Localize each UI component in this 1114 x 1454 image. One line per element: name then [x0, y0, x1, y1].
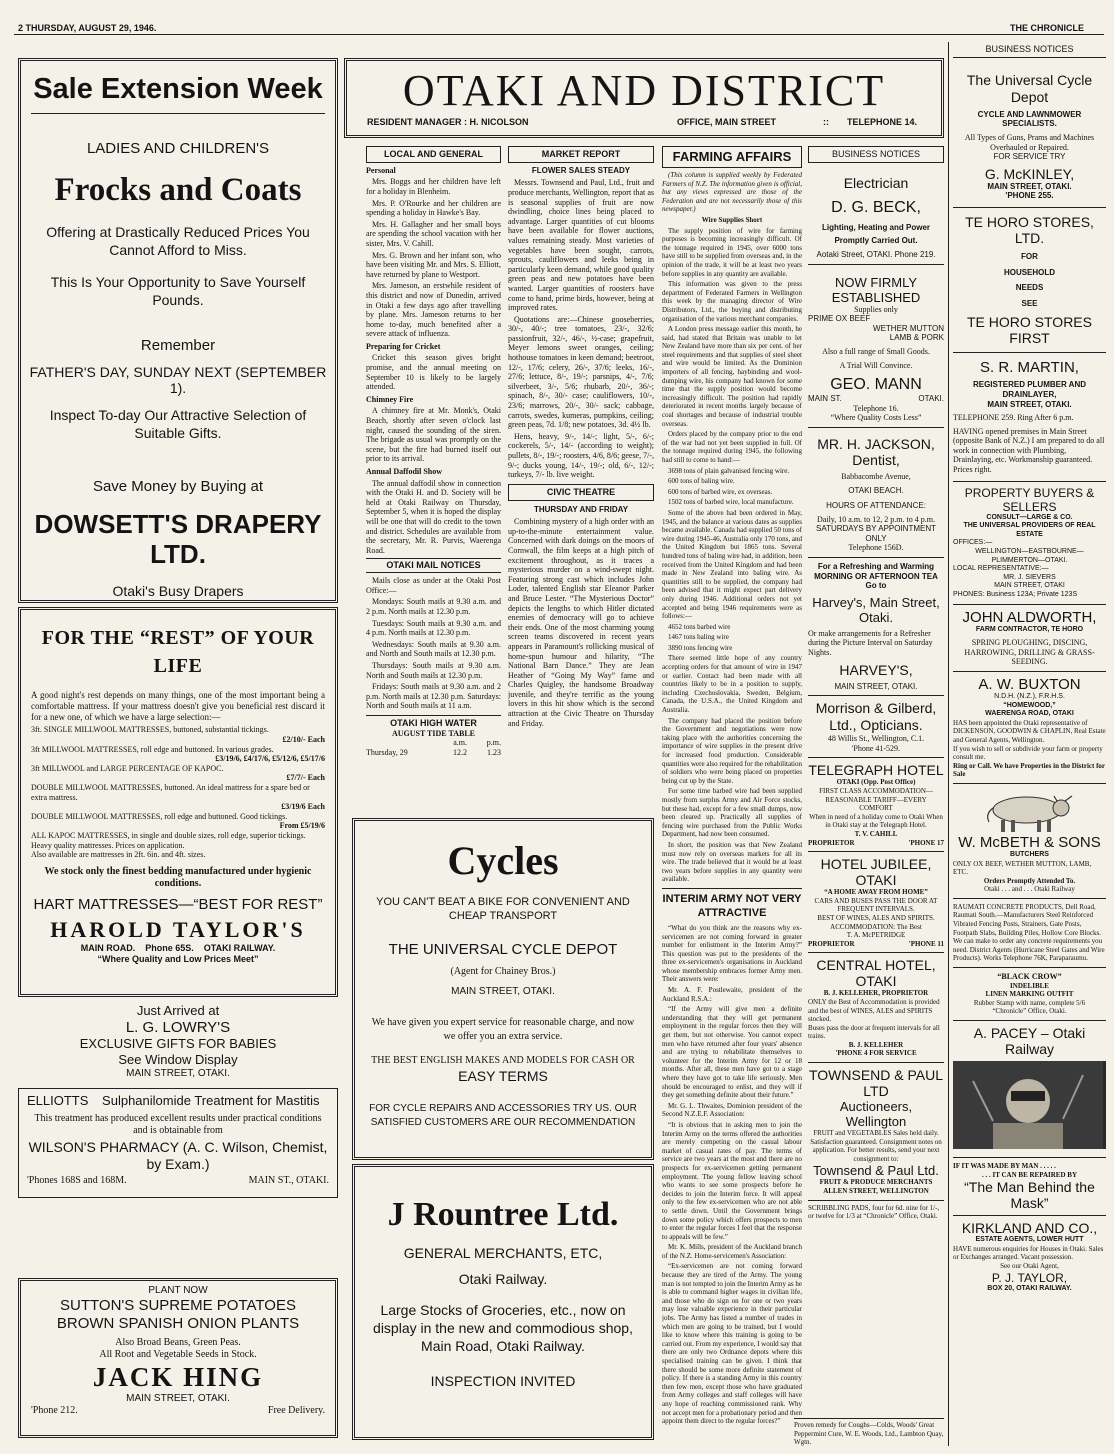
- mask-l2: . . . IT CAN BE REPAIRED BY: [981, 1170, 1078, 1179]
- aldworth-ad: [953, 605, 1106, 672]
- farming-l4: 1502 tons of barbed wire, local manufacture.: [668, 498, 794, 507]
- local-p2: Mrs. P. O'Rourke and her children are spending a holiday in Hawke's Bay.: [366, 198, 501, 218]
- hing-onions: BROWN SPANISH ONION PLANTS: [56, 1315, 300, 1332]
- martin-l3: TELEPHONE 259. Ring After 6 p.m.: [953, 413, 1074, 423]
- cough-cure-notice: Proven remedy for Coughs—Colds, Woods' Great Peppermint Cure, W. E. Woods, Ltd., Lambton Quay, Wgtn.: [794, 1418, 944, 1446]
- list-item: Also available are mattresses in 2ft. 6in. and 4ft. sizes.: [31, 850, 206, 860]
- wilsons-pharmacy: WILSON'S PHARMACY (A. C. Wilson, Chemist, by Exam.): [28, 1139, 328, 1172]
- buxton-l1: N.D.H. (N.Z.), F.R.H.S.: [994, 692, 1065, 700]
- beck-electrician: Electrician: [843, 174, 909, 191]
- mcbeth-l4: Otaki . . . and . . . Otaki Railway: [984, 885, 1075, 894]
- chimney-heading: Chimney Fire: [366, 394, 414, 404]
- header-rule: [14, 34, 1104, 35]
- tehoro-name: TE HORO STORES, LTD.: [965, 213, 1094, 246]
- martin-name: S. R. MARTIN,: [980, 359, 1079, 377]
- sale-title: Sale Extension Week: [33, 73, 323, 105]
- mask-man-icon: [953, 1061, 1103, 1149]
- rest-intro: A good night's rest depends on many things, one of the most important being a comfortable mattress. If your mattress doesn't give you beneficial rest discard it for a new one, of which we have a large selection:—: [31, 690, 325, 722]
- resident-manager: RESIDENT MANAGER : H. NICOLSON: [367, 117, 529, 127]
- tide-am-value: 12.2: [453, 747, 467, 757]
- bull-icon: [975, 788, 1085, 834]
- harold-taylor-name: HAROLD TAYLOR'S: [50, 916, 306, 942]
- jackson-hours: HOURS OF ATTENDANCE:: [826, 501, 926, 511]
- farming-l6: 1467 tons baling wire: [668, 633, 729, 642]
- army-a3: “If the Army will give men a definite understanding that they will get permanent employment in the regular forces then they will get them, but not otherwise. You cannot expect men who have returned after four years' absence and are trying to rehabilitate themselves to volunteer for the Interim Army for 12 or 18 months. After all, these men have got to a stage where they have got to take life seriously. Men should be encouraged to enlist, and they will if they get something definite about their future.”: [662, 1005, 802, 1100]
- masthead-sep: ::: [823, 117, 829, 127]
- buxton-l3: WAERENGA ROAD, OTAKI: [985, 710, 1074, 718]
- tehoro-l1: FOR: [1021, 251, 1038, 261]
- masthead: [344, 58, 944, 138]
- mann-ad: [808, 265, 944, 428]
- jubilee-proprietor-label: PROPRIETOR: [808, 939, 855, 948]
- mckinley-phone: 'PHONE 255.: [1005, 191, 1054, 201]
- jubilee-l1: “A HOME AWAY FROM HOME”: [824, 888, 928, 897]
- farming-p1: The supply position of wire for farming purposes is becoming increasingly difficult. Of the tonnage required in 1945, over 6000 tons have still to be supplied from overseas and, in the opinion of the trade, it will be at least two years before supplies in any quantity are available.: [662, 226, 802, 278]
- list-item: DOUBLE MILLWOOL MATTRESSES, buttoned. An ideal mattress for a spare bed or extra mattress. £3/19/6 Each: [31, 782, 325, 812]
- mask-illustration: [953, 1061, 1106, 1149]
- mann-lamb: LAMB & PORK: [889, 333, 944, 343]
- mail-thu: Thursdays: South mails at 9.30 a.m. North and South mails at 12.30 p.m.: [366, 660, 501, 680]
- jubilee-name: HOTEL JUBILEE, OTAKI: [820, 856, 932, 889]
- jackson-ad: [808, 428, 944, 558]
- hing-phone: 'Phone 212.: [31, 1405, 78, 1416]
- list-item: ALL KAPOC MATTRESSES, in single and double sizes, roll edge, superior tickings. Heavy quality mattresses. Prices on application.: [31, 830, 306, 850]
- mail-heading: OTAKI MAIL NOTICES: [366, 558, 501, 573]
- mail-tue: Tuesdays: South mails at 9.30 a.m. and 4 p.m. North mails at 12.30 p.m.: [366, 618, 501, 638]
- wire-heading: Wire Supplies Short: [701, 215, 763, 224]
- masthead-title: OTAKI AND DISTRICT: [402, 66, 886, 115]
- farming-p6: There seemed little hope of any country accepting orders for that amount of wire in 1947 or earlier. Contact had been made with all countries likely to be in a position to supply, including Czechoslovakia, Sweden, Belgium, Canada, the U.S.A., the United Kingdom and Australia.: [662, 654, 802, 715]
- jack-hing-name: JACK HING: [92, 1362, 264, 1392]
- jackson-name: MR. H. JACKSON,: [817, 435, 935, 452]
- tehoro-l3: NEEDS: [1015, 283, 1044, 293]
- mail-mon: Mondays: South mails at 9.30 a.m. and 2 p.m. North mails at 12.30 p.m.: [366, 597, 501, 616]
- mcbeth-name: W. McBETH & SONS: [958, 833, 1101, 851]
- central-ad: [808, 953, 944, 1063]
- page-date: 2 THURSDAY, AUGUST 29, 1946.: [18, 23, 157, 33]
- telegraph-sub: OTAKI (Opp. Post Office): [836, 778, 916, 787]
- beck-l3: Aotaki Street, OTAKI. Phone 219.: [816, 249, 936, 259]
- farming-p2: This information was given to the press department of Federated Farmers in Wellington this week by the managing director of Wire Distributors, Ltd., the buying and distributing organisation of the various merchant companies.: [662, 280, 802, 323]
- buxton-l6: Ring or Call. We have Properties in the District for Sale: [953, 761, 1105, 779]
- army-heading: INTERIM ARMY NOT VERY ATTRACTIVE: [662, 888, 802, 920]
- remember: Remember: [140, 337, 216, 354]
- depot-l1: CYCLE AND LAWNMOWER SPECIALISTS.: [977, 109, 1082, 129]
- telegraph-phone: 'PHONE 17: [908, 838, 944, 847]
- morrison-name: Morrison & Gilberd, Ltd., Opticians.: [815, 700, 937, 734]
- martin-l4: HAVING opened premises in Main Street (opposite Bank of N.Z.) I am prepared to do all work in connection with Plumbing, Drainlaying, etc. Workmanship guaranteed. Prices right.: [953, 426, 1105, 475]
- jackson-dentist: Dentist,: [852, 451, 900, 468]
- mcbeth-l1: BUTCHERS: [1010, 850, 1049, 858]
- inspect-gifts: Inspect To-day Our Attractive Selection of Suitable Gifts.: [49, 407, 307, 441]
- local-p5: Mrs. Jameson, an erstwhile resident of this district and now of Dunedin, arrived in Otaki a few days ago after travelling by plane. Mrs. Jameson returns to her home to-day, much benefited after a severe attack of influenza.: [366, 281, 501, 339]
- biz-heading: BUSINESS NOTICES: [808, 146, 944, 163]
- hart-mattresses: HART MATTRESSES—“BEST FOR REST”: [33, 895, 323, 913]
- lowry-l1: Just Arrived at: [136, 1003, 220, 1018]
- civic-sub: THURSDAY AND FRIDAY: [533, 504, 629, 514]
- morrison-address: 48 Willis St., Wellington, C.1.: [827, 734, 925, 744]
- martin-ad: [953, 353, 1106, 481]
- prop-l2: THE UNIVERSAL PROVIDERS OF REAL ESTATE: [963, 522, 1096, 538]
- mask-l3: “The Man Behind the Mask”: [964, 1179, 1095, 1212]
- farming-l2: 600 tons of baling wire.: [668, 477, 735, 486]
- tide-pm-label: p.m.: [486, 738, 501, 748]
- mcbeth-l2: ONLY OX BEEF, WETHER MUTTON, LAMB, ETC.: [953, 859, 1092, 877]
- jubilee-l3: BEST OF WINES, ALES AND SPIRITS.: [817, 913, 935, 922]
- jubilee-proprietor: [808, 940, 944, 949]
- tide-day: Thursday, 29: [366, 747, 408, 757]
- newspaper-name: THE CHRONICLE: [1010, 23, 1084, 33]
- harold-address: MAIN ROAD. Phone 65S. OTAKI RAILWAY.: [80, 942, 276, 953]
- mann-tel: Telephone 16.: [853, 403, 899, 413]
- buxton-l5: If you wish to sell or subdivide your farm or property consult me.: [953, 744, 1103, 762]
- kirkland-ad: [953, 1216, 1106, 1297]
- sale-line2: This Is Your Opportunity to Save Yourself Pounds.: [50, 274, 306, 308]
- morrison-phone: 'Phone 41-529.: [851, 743, 901, 753]
- lowry-l5: MAIN STREET, OTAKI.: [126, 1068, 230, 1079]
- army-a2: Mr. A. F. Postlewaite, president of the Auckland R.S.A.:: [662, 986, 802, 1003]
- farming-p7: The company had placed the position before the Government and negotiations were now taking place with the authorities concerning the importance of wire supplies in the present drive for increased food production. Considerable quantities were also required for the rehabilitation of soldiers who were being placed on properties being cut up by the State.: [662, 716, 802, 785]
- civic-heading: CIVIC THEATRE: [508, 484, 654, 501]
- tide-pm-value: 1.23: [487, 747, 501, 757]
- rountree-invite: INSPECTION INVITED: [430, 1373, 576, 1389]
- cycles-terms: EASY TERMS: [458, 1068, 548, 1084]
- jubilee-l4: ACCOMMODATION: The Best: [830, 922, 922, 931]
- townsend-name: TOWNSEND & PAUL LTD: [808, 1067, 944, 1100]
- kirkland-l3: See our Otaki Agent,: [1000, 1261, 1059, 1270]
- page-header: [0, 0, 1114, 36]
- lowry-l3: EXCLUSIVE GIFTS FOR BABIES: [79, 1036, 277, 1051]
- cycles-address: MAIN STREET, OTAKI.: [451, 986, 555, 997]
- frocks-coats: Frocks and Coats: [54, 172, 302, 208]
- rest-title: FOR THE “REST” OF YOUR LIFE: [41, 627, 315, 677]
- chimney-text: A chimney fire at Mr. Monk's, Otaki Beach, shortly after seven o'clock last night, caused the sounding of the siren. The brigade as usual was promptly on the scene, but the fire had burned itself out prior to its arrival.: [366, 406, 501, 464]
- market-report-column: [508, 146, 654, 796]
- elliotts-body: This treatment has produced excellent results under practical conditions and is obtainable from: [34, 1113, 322, 1136]
- prop-l6: MR. J. SIEVERS: [1003, 573, 1056, 581]
- martin-l1: REGISTERED PLUMBER AND DRAINLAYER,: [972, 380, 1087, 399]
- tehoro-ad: [953, 208, 1106, 353]
- tehoro-l4: SEE: [1021, 298, 1038, 308]
- raumati-ad: RAUMATI CONCRETE PRODUCTS, Dell Road, Raumati South.—Manufacturers Steel Reinforced Vibrated Fencing Posts, Strainers, Gate Posts, Footpath Slabs, Building Piles, Hollow Core Blocks. We can make to order any concrete requirements you need. District Agents (Hurricane Steel Gates and Wire Products). Works Telephone 76K, Paraparaumu.: [953, 899, 1106, 968]
- army-a6: Mr. K. Mills, president of the Auckland branch of the N.Z. Home-servicemen's Association:: [662, 1243, 802, 1260]
- crow-l1: “BLACK CROW”: [997, 972, 1062, 982]
- local-p4: Mrs. G. Brown and her infant son, who have been visiting Mr. and Mrs. S. Elliott, have returned by plane to Westport.: [366, 250, 501, 279]
- personal-heading: Personal: [366, 165, 396, 175]
- hing-contact: [31, 1405, 325, 1417]
- townsend-auction: Auctioneers, Wellington: [839, 1099, 913, 1130]
- farming-p9: In short, the position was that New Zealand must now rely on overseas markets for all its wire. The trade believed that it would be at least two years before supplies in any quantity were available.: [662, 840, 802, 884]
- daffodil-heading: Annual Daffodil Show: [366, 467, 443, 477]
- army-a7: “Ex-servicemen are not coming forward because they are tired of the Army. The young man is not tempted to join the Interim Army as he is able to command higher wages in civilian life, and those who do sign on for one or two years may lose valuable experience in their particular jobs. The Army has listed a number of trades in which men are going to be trained, but I would like to know where this training is going to be carried out. From my experience, I would say that there are only two Ordnance depots where this specialised training can be given. I think that there should be some more definite statement of policy. If there is a standing Army in this country then few men, except those who have graduated from Army colleges and staff colleges will have any hope of reaching commissioned rank. Why not accept men for a probationary period and then appoint them direct to the regular forces?”: [662, 1262, 802, 1426]
- market-sub: FLOWER SALES STEADY: [531, 165, 631, 175]
- local-general-column: [366, 146, 501, 796]
- cycles-title: Cycles: [447, 838, 559, 883]
- farming-column: [662, 146, 802, 1444]
- hing-seeds: All Root and Vegetable Seeds in Stock.: [99, 1349, 257, 1360]
- rountree-ad: [352, 1164, 654, 1440]
- right-business-column: [948, 42, 1106, 1446]
- mann-beef: PRIME OX BEEF: [808, 314, 871, 324]
- central-l3: Buses pass the door at frequent intervals for all trains.: [808, 1023, 940, 1041]
- prop-l3: OFFICES:—: [953, 539, 993, 547]
- wilsons-address: MAIN ST., OTAKI.: [248, 1175, 329, 1186]
- telegraph-l1: FIRST CLASS ACCOMMODATION—REASONABLE TARIFF—EVERY COMFORT: [819, 787, 933, 813]
- beck-name: D. G. BECK,: [831, 198, 921, 216]
- prop-l4: WELLINGTON—EASTBOURNE—PLIMMERTON—OTAKI.: [975, 548, 1084, 564]
- mask-ad: [953, 1158, 1106, 1216]
- elliotts-ad: [18, 1088, 338, 1198]
- jackson-tel: Telephone 156D.: [848, 543, 904, 553]
- list-item: 3ft. SINGLE MILLWOOL MATTRESSES, buttoned, substantial tickings. £2/10/- Each: [31, 725, 325, 744]
- jack-hing-ad: [18, 1278, 338, 1438]
- morrison-ad: [808, 696, 944, 758]
- buxton-l4: HAS been appointed the Otaki representative of DICKENSON, GOODWIN & CHAPLIN, Real Estate and General Agents, Wellington.: [953, 718, 1106, 744]
- pacey-name: A. PACEY – Otaki Railway: [973, 1025, 1086, 1058]
- rest-stock: We stock only the finest bedding manufactured under hygienic conditions.: [44, 865, 312, 889]
- elliotts-treatment: Sulphanilomide Treatment for Mastitis: [102, 1093, 320, 1108]
- harold-taylor-ad: [18, 607, 338, 997]
- dowsett-tag: Otaki's Busy Drapers: [112, 583, 244, 599]
- save-money: Save Money by Buying at: [92, 478, 264, 495]
- prop-l1: CONSULT—LARGE & CO.: [986, 513, 1073, 521]
- lowry-l4: See Window Display: [118, 1052, 238, 1067]
- central-name: CENTRAL HOTEL, OTAKI: [816, 957, 936, 990]
- crow-l5: “Chronicle” Office, Otaki.: [992, 1007, 1067, 1016]
- sale-sub: LADIES AND CHILDREN'S: [86, 140, 270, 157]
- prop-l7: MAIN STREET, OTAKI: [994, 582, 1065, 590]
- telegraph-prop: T. V. CAHILL: [854, 829, 898, 838]
- army-a5: “It is obvious that in asking men to join the Interim Army on the terms offered the authorities are merely competing on the casual labour market of casual rates of pay. The terms of service are two years at the most and there are no prospects for ex-servicemen getting permanent employment. The young fellow leaving school who wants to see some prospects before he decides to join the Interim force. It will appeal only to the few ex-servicemen who are not able to settle down. Until the Government brings down some policy which offers prospects to men to enter the regular forces I feel that the response to appeals will be few.”: [662, 1120, 802, 1241]
- mckinley-name: G. McKINLEY,: [984, 165, 1075, 182]
- cycles-tagline: YOU CAN'T BEAT A BIKE FOR CONVENIENT AND CHEAP TRANSPORT: [376, 896, 630, 922]
- mask-l1: IF IT WAS MADE BY MAN . . . . .: [953, 1162, 1056, 1171]
- list-item: 3ft MILLWOOL MATTRESSES, roll edge and buttoned. In various grades. £3/19/6, £4/17/6, £5/12/6, £5/17/6: [31, 744, 325, 764]
- mann-trial: A Trial Will Convince.: [839, 360, 913, 370]
- farming-p5: Some of the above had been ordered in May, 1945, and the balance at various dates as supplies became available. Canada had supplied 50 tons of wire during 1945-46, Australia only 170 tons, and the United Kingdom but 1865 tons. Several hundred tons of baling wire had, in addition, been received from the United Kingdom and had been made in New Zealand into baling wire. As quantities still to be supplied, the company had been advised that it might expect part delivery only during 1946. Additional orders not yet accepted and being 1946 requirements were as follows:—: [662, 508, 802, 621]
- rountree-place: Otaki Railway.: [458, 1271, 548, 1287]
- local-p1: Mrs. Boggs and her children have left for a holiday in Blenheim.: [366, 177, 501, 196]
- elliotts-title: [27, 1093, 329, 1109]
- hing-delivery: Free Delivery.: [267, 1405, 325, 1416]
- townsend-l3: FRUIT & PRODUCE MERCHANTS: [819, 1178, 933, 1187]
- mann-motto: “Where Quality Costs Less”: [830, 413, 922, 423]
- farming-p4: Orders placed by the company prior to the end of the war had not yet been supplied in full. Of the tonnage required during 1945, the following had still to come to hand:—: [662, 430, 802, 464]
- prop-l5: LOCAL REPRESENTATIVE:—: [953, 565, 1049, 573]
- prop-l8: PHONES: Business 123A; Private 123S: [953, 591, 1078, 599]
- jackson-sat: SATURDAYS BY APPOINTMENT ONLY: [815, 524, 937, 543]
- elliotts-brand: ELLIOTTS: [27, 1093, 89, 1108]
- tehoro-l5: TE HORO STORES FIRST: [967, 314, 1092, 347]
- tide-table: [366, 738, 501, 757]
- mann-name: GEO. MANN: [830, 376, 922, 394]
- farming-l5: 4652 tons barbed wire: [668, 622, 731, 631]
- mattress-list: [31, 725, 325, 859]
- farming-l1: 3698 tons of plain galvanised fencing wire.: [668, 466, 790, 475]
- cycles-makes: THE BEST ENGLISH MAKES AND MODELS FOR CASH OR: [371, 1055, 635, 1066]
- market-p3: Hens, heavy, 9/-, 14/-; light, 5/-, 6/-; cockerels, 5/-, 14/- (according to weight); pullets, 8/-, 19/-; roosters, 4/6, 8/6; geese, 7/-, 9/-; ducks young, 14/-, 19/-; old, 6/-, 12/-; turkeys, 7/- lb. live weight.: [508, 431, 654, 480]
- farming-l7: 3890 tons fencing wire: [668, 643, 733, 652]
- firmly-established: NOW FIRMLY ESTABLISHED: [831, 274, 921, 305]
- wilsons-phones: 'Phones 168S and 168M.: [27, 1175, 127, 1186]
- army-a4: Mr. G. L. Thwaites, Dominion president of the Second N.Z.E.F. Association:: [662, 1101, 802, 1119]
- buxton-name: A. W. BUXTON: [978, 675, 1081, 693]
- hing-potatoes: SUTTON'S SUPREME POTATOES: [60, 1297, 296, 1314]
- local-p3: Mrs. H. Gallagher and her small boys are spending the school vacation with her sister, Mrs. V. Cahill.: [366, 219, 501, 248]
- mann-wether: WETHER MUTTON: [873, 323, 944, 333]
- kirkland-l2: HAVE numerous enquiries for Houses in Otaki. Sales or Exchanges arranged. Vacant possession.: [953, 1244, 1104, 1262]
- rountree-name: J Rountree Ltd.: [387, 1196, 619, 1233]
- jackson-hours-daily: Daily, 10 a.m. to 12, 2 p.m. to 4 p.m.: [817, 514, 935, 524]
- harvey-refresh: For a Refreshing and Warming MORNING OR AFTERNOON TEA Go to: [814, 562, 938, 591]
- market-heading: MARKET REPORT: [508, 146, 654, 163]
- beck-l2: Promptly Carried Out.: [834, 236, 918, 246]
- crow-l3: LINEN MARKING OUTFIT: [985, 990, 1074, 999]
- townsend-l2: Townsend & Paul Ltd.: [813, 1163, 939, 1179]
- farming-l3: 600 tons of barbed wire, ex overseas.: [668, 487, 773, 496]
- cricket-heading: Preparing for Cricket: [366, 341, 441, 351]
- bull-illustration: [953, 788, 1106, 834]
- aldworth-name: JOHN ALDWORTH,: [962, 608, 1097, 626]
- farming-p3: A London press message earlier this month, he said, had stated that Britain was unable to let New Zealand have more than six per cent. of her steel requirements and that supplies of steel sheet and wire would be limited. As the Dominion importers of all fencing, haybinding and wool-dumping wire, his company had known for some time that the supply position would become increasingly difficult. The position had rapidly deteriorated in recent months largely because of coal shortages and because of industrial trouble overseas.: [662, 325, 802, 428]
- jubilee-phone: 'PHONE 11: [908, 939, 944, 948]
- army-a1: “What do you think are the reasons why ex-servicemen are not coming forward in greater number for enlistment in the Interim Army?” This question was put to the presidents of the three ex-servicemen's organisations in Auckland whose membership embraces former Army men. Their answers were:: [662, 923, 802, 984]
- crow-l4: Rubber Stamp with name, complete 5/6: [973, 998, 1086, 1007]
- sale-line1: Offering at Drastically Reduced Prices You Cannot Afford to Miss.: [46, 224, 310, 258]
- harold-motto: “Where Quality and Low Prices Meet”: [97, 953, 259, 964]
- townsend-l1: FRUIT and VEGETABLES Sales held daily. Satisfaction guaranteed. Consignment notes on application. For better results, send your next consignment to:: [810, 1129, 942, 1163]
- mann-range: Also a full range of Small Goods.: [822, 346, 930, 356]
- rountree-body: Large Stocks of Groceries, etc., now on display in the new and commodious shop, Main Road, Otaki Railway.: [373, 1302, 633, 1354]
- dowsett-name: DOWSETT'S DRAPERY LTD.: [34, 509, 322, 569]
- black-crow-ad: [953, 968, 1106, 1021]
- kirkland-name: KIRKLAND AND CO.,: [961, 1220, 1098, 1237]
- business-notices-column: [808, 146, 944, 1412]
- martin-l2: MAIN STREET, OTAKI.: [987, 399, 1072, 409]
- hing-beans: Also Broad Beans, Green Peas.: [115, 1337, 241, 1348]
- tide-am-label: a.m.: [453, 738, 467, 748]
- mann-address: [808, 394, 944, 404]
- tide-heading: OTAKI HIGH WATER: [366, 715, 501, 729]
- crow-l2: INDELIBLE: [1010, 981, 1049, 990]
- aldworth-l1: FARM CONTRACTOR, TE HORO: [975, 625, 1084, 633]
- dowsett-ad: [18, 58, 338, 603]
- right-heading: BUSINESS NOTICES: [953, 42, 1106, 58]
- harvey-body: Or make arrangements for a Refresher during the Picture Interval on Saturday Nights.: [808, 628, 933, 658]
- pacey-ad: [953, 1021, 1106, 1158]
- mann-address-street: MAIN ST.: [808, 394, 842, 404]
- telegraph-proprietor-label: PROPRIETOR: [808, 838, 855, 847]
- market-p2: Quotations are:—Chinese gooseberries, 30/-, 40/-; tree tomatoes, 23/-, 32/6; passionfruit, 32/-, 46/-, ½-case; grapefruit, Meyer lemons sweet oranges, ceiling; hothouse tomatoes in keen demand; beetroot, 12/-, 17/6; celery, 26/-, 37/6; leeks, 16/-, 27/6; lettuce, 8/-, 19/-; parsnips, 4/-, 7/6; silverbeet, 3/-, 5/6; rhubarb, 20/-, 36/-; spinach, 8/-, 30/- case; cauliflowers, 10/-, 23/6; marrows, 20/-, 30/- sack; cabbage, carrots, swedes, kumeras, pumpkins, ceiling; green peas, 7d. 1/8; new potatoes, 3d. 4½ lb.: [508, 314, 654, 430]
- telegraph-proprietor: [808, 839, 944, 848]
- harvey-name: Harvey's, Main Street, Otaki.: [812, 594, 940, 625]
- cycles-depot: THE UNIVERSAL CYCLE DEPOT: [388, 941, 618, 958]
- hing-address: MAIN STREET, OTAKI.: [126, 1393, 230, 1404]
- rountree-sub: GENERAL MERCHANTS, ETC,: [403, 1245, 603, 1261]
- depot-l2: All Types of Guns, Prams and Machines Overhauled or Repaired.: [964, 132, 1095, 152]
- beck-l1: Lighting, Heating and Power: [822, 222, 930, 232]
- kirkland-l1: ESTATE AGENTS, LOWER HUTT: [975, 1236, 1084, 1244]
- kirkland-l4: P. J. TAYLOR,: [991, 1270, 1068, 1285]
- jackson-babb: Babbacombe Avenue,: [841, 471, 911, 481]
- cycles-repairs: FOR CYCLE REPAIRS AND ACCESSORIES TRY US. OUR SATISFIED CUSTOMERS ARE OUR RECOMMENDATION: [369, 1103, 637, 1128]
- harvey-ad: [808, 558, 944, 696]
- mail-wed: Wednesdays: South mails at 9.30 a.m. and North and South mails at 12.30 p.m.: [366, 639, 501, 659]
- buxton-l2: “HOMEWOOD,”: [1003, 701, 1056, 709]
- plant-now: PLANT NOW: [148, 1285, 208, 1296]
- masthead-phone: TELEPHONE 14.: [847, 117, 918, 127]
- jubilee-ad: [808, 852, 944, 953]
- townsend-ad: [808, 1063, 944, 1201]
- lowry-l2: L. G. LOWRY'S: [125, 1019, 231, 1036]
- telegraph-name: TELEGRAPH HOTEL: [808, 762, 944, 779]
- list-item: DOUBLE MILLWOOL MATTRESSES, roll edge and buttoned. Good tickings. From £5/19/6: [31, 811, 325, 831]
- farming-heading: FARMING AFFAIRS: [662, 146, 802, 168]
- jubilee-l2: CARS AND BUSES PASS THE DOOR AT FREQUENT INTERVALS.: [814, 896, 938, 914]
- telegraph-ad: [808, 758, 944, 852]
- harvey-address: MAIN STREET, OTAKI.: [834, 681, 918, 691]
- mail-intro: Mails close as under at the Otaki Post Office:—: [366, 576, 501, 595]
- mcbeth-ad: [953, 784, 1106, 899]
- office-location: OFFICE, MAIN STREET: [677, 117, 776, 127]
- kirkland-l5: BOX 20, OTAKI RAILWAY.: [987, 1284, 1072, 1292]
- jackson-beach: OTAKI BEACH.: [848, 485, 904, 495]
- large-co-ad: [953, 482, 1106, 605]
- central-l1: B. J. KELLEHER, PROPRIETOR: [823, 989, 929, 998]
- cycles-service: We have given you expert service for reasonable charge, and now we offer you an extra service.: [371, 1017, 635, 1042]
- depot-l3: FOR SERVICE TRY: [993, 152, 1066, 162]
- wilsons-contact: [27, 1175, 329, 1187]
- lowry-ad: [18, 1001, 338, 1085]
- tehoro-l2: HOUSEHOLD: [1003, 267, 1056, 277]
- daffodil-text: The annual daffodil show in connection with the Otaki H. and D. Society will be held at Otaki Railway on Thursday, September 5, when it is hoped the display will be one that will do credit to the town and district. Schedules are available from the secretary, Mr. R. Purvis, Waerenga Road.: [366, 478, 501, 555]
- jubilee-l5: T. A. McPETRIDGE: [846, 931, 906, 940]
- civic-text: Combining mystery of a high order with an up-to-the-minute entertainment value. Concerned with dark doings on the moors of Cornwall, the film keeps at a high pitch of excitement throughout, as it traces a mysterious murder on a wind-swept night. Featuring strong cast which includes John Loder, talented English star Eleanor Parker and Bruce Lester. “The Mysterious Doctor” depicts the lengths to which Hitler dictated enemies of democracy will go to achieve their ends. One of the most charming young screen teams discovered in recent years appears in Paramount's rollicking musical of home-spun humour and hilarity, “The National Barn Dance.” They are Jean Heather of “Going My Way” fame and Charles Quigley, the handsome Broadway juvenile, and they're terrific as the young lovers in this hit show which is the second attraction at the Civic Theatre on Thursday and Friday.: [508, 517, 654, 728]
- market-p1: Messrs. Townsend and Paul, Ltd., fruit and produce merchants, Wellington, report that as is seasonal supplies of fruit are now dwindling, choice lines being placed to advantage. Larger quantities of cut blooms have been available for flower auctions, values remaining steady. Most varieties of vegetables have been sought, carrots, sprouts, cauliflowers and leeks being in particularly keen demand, while good quality green peas and new potatoes have been wanted. Larger quantities of roosters have come to hand, prime birds, however, being at improved rates.: [508, 178, 654, 313]
- cycles-ad: [352, 818, 654, 1160]
- tide-sub: AUGUST TIDE TABLE: [392, 728, 475, 738]
- farming-note: (This column is supplied weekly by Federated Farmers of N.Z. The information given is official, but any views expressed are those of the Federation and are not necessarily those of this newspaper.): [662, 171, 802, 214]
- mail-fri: Fridays: South mails at 9.30 a.m. and 2 p.m. North mails at 12.30 p.m. Saturdays: North and South mails at 11 a.m.: [366, 682, 501, 711]
- mann-supplies: Supplies only: [854, 304, 898, 314]
- buxton-ad: [953, 672, 1106, 784]
- mann-address-town: OTAKI.: [918, 394, 944, 404]
- harvey-name2: HARVEY'S,: [839, 661, 913, 678]
- aldworth-l2: SPRING PLOUGHING, DISCING, HARROWING, DRILLING & GRASS-SEEDING.: [964, 638, 1095, 667]
- beck-ad: [808, 163, 944, 265]
- mckinley-address: MAIN STREET, OTAKI.: [987, 181, 1072, 191]
- central-l5: 'PHONE 4 FOR SERVICE: [835, 1049, 917, 1058]
- farming-p8: For some time barbed wire had been supplied mostly from surplus Army and Air Force stocks, but these had, except for a few small dumps, now been cleared up. Practically all supplies of fencing wire purchased from the Public Works Department, had now been consumed.: [662, 787, 802, 839]
- depot-name: The Universal Cycle Depot: [966, 71, 1093, 105]
- central-l2: ONLY the Best of Accommodation is provided and the best of WINES, ALES and SPIRITS stocked.: [808, 997, 940, 1024]
- cycles-agent: (Agent for Chainey Bros.): [450, 966, 556, 977]
- townsend-l4: ALLEN STREET, WELLINGTON: [823, 1187, 929, 1196]
- scribbling-pads: SCRIBBLING PADS, four for 6d. nine for 1/-, or twelve for 1/3 at “Chronicle” Office, Otaki.: [808, 1203, 940, 1221]
- cricket-text: Cricket this season gives bright promise, and the annual meeting on September 10 is likely to be largely attended.: [366, 353, 501, 392]
- cycle-depot-ad: [953, 58, 1106, 208]
- central-l4: B. J. KELLEHER: [848, 1040, 904, 1049]
- list-item: 3ft MILLWOOL and LARGE PERCENTAGE OF KAPOC. £7/7/- Each: [31, 763, 325, 783]
- local-heading: LOCAL AND GENERAL: [366, 146, 501, 163]
- prop-heading: PROPERTY BUYERS & SELLERS: [964, 485, 1095, 514]
- telegraph-l2: When in need of a holiday come to Otaki When in Otaki stay at the Telegraph Hotel.: [809, 812, 943, 830]
- fathers-day: FATHER'S DAY, SUNDAY NEXT (SEPTEMBER 1).: [29, 364, 327, 396]
- mcbeth-l3: Orders Promptly Attended To.: [983, 876, 1076, 885]
